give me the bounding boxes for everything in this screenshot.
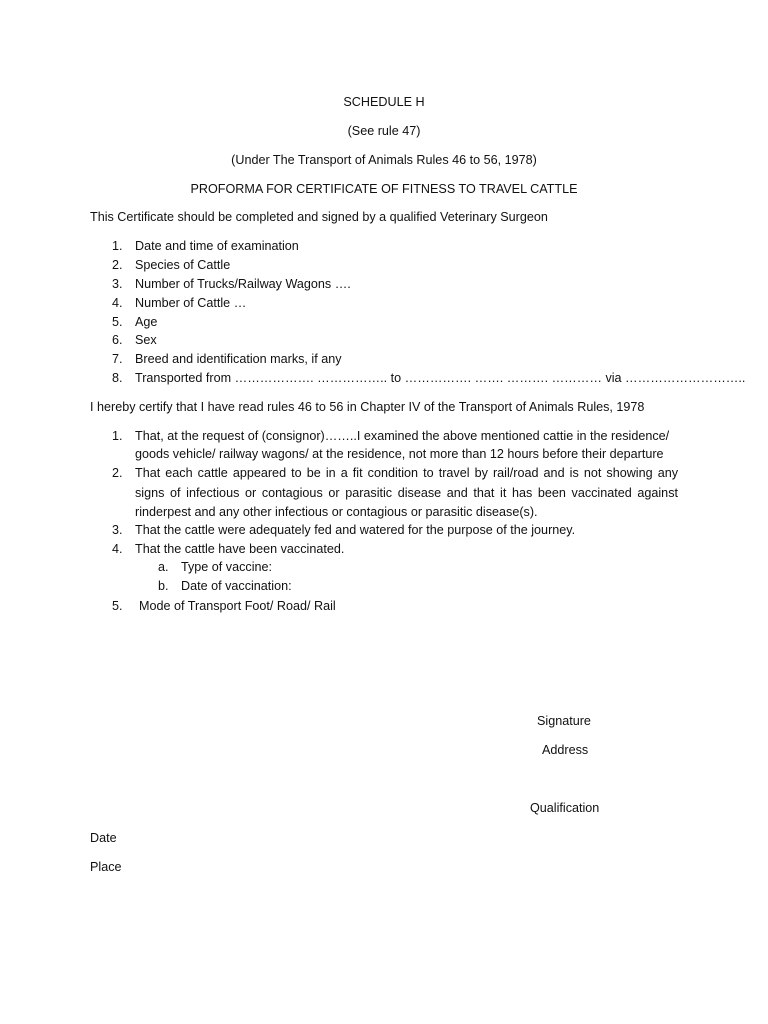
cert-item-1-line-2: goods vehicle/ railway wagons/ at the residence, not more than 12 hours before their departure [135, 447, 664, 461]
cert-item-4-text: That the cattle have been vaccinated. [135, 542, 345, 556]
cert-item-2-line-2: signs of infectious or contagious or parasitic disease and that it has been vaccinated against [135, 486, 678, 500]
cert-item-2-line-3: rinderpest and any other infectious or contagious or parasitic disease(s). [135, 505, 538, 519]
list-item-number: 2. [112, 258, 123, 272]
list-item-number: 4. [112, 296, 123, 310]
qualification-label: Qualification [530, 801, 600, 815]
list-item-text: Transported from ………………. …………….. to ……………. ……. ………. ………… via ……………………….. [135, 371, 746, 385]
cert-item-5-text: Mode of Transport Foot/ Road/ Rail [139, 599, 336, 613]
list-item-text: Date and time of examination [135, 239, 299, 253]
list-item-number: 7. [112, 352, 123, 366]
address-label: Address [542, 743, 589, 757]
list-item-text: Number of Trucks/Railway Wagons …. [135, 277, 351, 291]
list-item-number: 5. [112, 315, 123, 329]
cert-item-2-line-1: That each cattle appeared to be in a fit condition to travel by rail/road and is not showing any [135, 466, 678, 480]
list-item-text: Sex [135, 333, 157, 347]
list-item-number: 6. [112, 333, 123, 347]
under-rules-line: (Under The Transport of Animals Rules 46 to 56, 1978) [231, 153, 537, 167]
proforma-title: PROFORMA FOR CERTIFICATE OF FITNESS TO TRAVEL CATTLE [190, 182, 578, 196]
list-item-text: Number of Cattle … [135, 296, 247, 310]
list-item-number: 1. [112, 239, 123, 253]
cert-item-1-line-1: That, at the request of (consignor)……..I examined the above mentioned cattie in the residence/ [135, 429, 670, 443]
place-label: Place [90, 860, 122, 874]
list-item-number: 4. [112, 542, 123, 556]
vaccine-type-field: Type of vaccine: [181, 560, 273, 574]
signature-label: Signature [537, 714, 591, 728]
list-item-number: 1. [112, 429, 123, 443]
sub-item-label: b. [158, 579, 169, 593]
certify-statement: I hereby certify that I have read rules 46 to 56 in Chapter IV of the Transport of Animals Rules, 1978 [90, 400, 645, 414]
list-item-number: 5. [112, 599, 123, 613]
cert-item-3-text: That the cattle were adequately fed and watered for the purpose of the journey. [135, 523, 576, 537]
list-item-number: 3. [112, 523, 123, 537]
list-item-number: 2. [112, 466, 123, 480]
date-label: Date [90, 831, 117, 845]
list-item-text: Species of Cattle [135, 258, 231, 272]
vaccination-date-field: Date of vaccination: [181, 579, 292, 593]
see-rule-line: (See rule 47) [347, 124, 421, 138]
list-item-number: 8. [112, 371, 123, 385]
list-item-number: 3. [112, 277, 123, 291]
intro-text: This Certificate should be completed and signed by a qualified Veterinary Surgeon [90, 210, 548, 224]
list-item-text: Age [135, 315, 158, 329]
list-item-text: Breed and identification marks, if any [135, 352, 342, 366]
sub-item-label: a. [158, 560, 169, 574]
schedule-heading: SCHEDULE H [343, 95, 425, 109]
